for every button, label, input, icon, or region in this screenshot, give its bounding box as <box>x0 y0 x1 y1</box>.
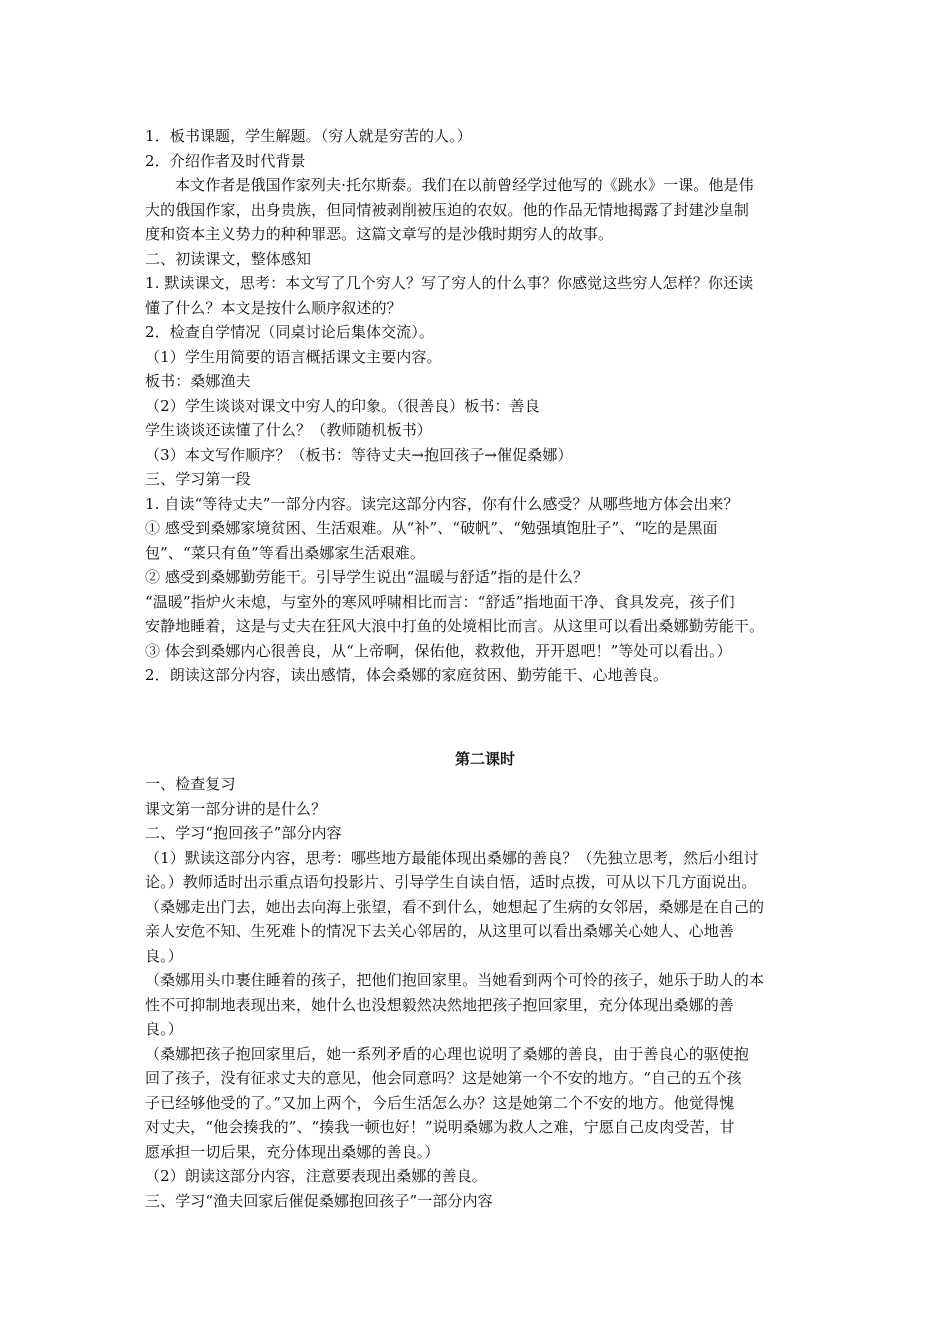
text-line: 良。） <box>145 1020 183 1038</box>
text-line: 度和资本主义势力的种种罪恶。这篇文章写的是沙俄时期穷人的故事。 <box>145 225 614 243</box>
text-line: 1．板书课题，学生解题。（穷人就是穷苦的人。） <box>145 127 472 145</box>
text-line: （3）本文写作顺序？（板书：等待丈夫→抱回孩子→催促桑娜） <box>145 445 573 464</box>
text-line: 2．介绍作者及时代背景 <box>145 151 306 170</box>
text-line: 愿承担一切后果，充分体现出桑娜的善良。） <box>145 1142 440 1161</box>
text-line: （1）学生用简要的语言概括课文主要内容。 <box>145 347 442 366</box>
text-line: 2．朗读这部分内容，读出感情，体会桑娜的家庭贫困、勤劳能干、心地善良。 <box>145 666 669 684</box>
text-line: 一、检查复习 <box>145 775 236 793</box>
text-line: 三、学习第一段 <box>145 470 251 488</box>
text-line: 1. 默读课文，思考：本文写了几个穷人？写了穷人的什么事？你感觉这些穷人怎样？你还读 <box>145 274 754 292</box>
text-line: 2．检查自学情况（同桌讨论后集体交流）。 <box>145 323 435 341</box>
text-line: ① 感受到桑娜家境贫困、生活艰难。从“补”、“破帆”、“勉强填饱肚子”、“吃的是黑面 <box>145 519 718 537</box>
text-line: （2）朗读这部分内容，注意要表现出桑娜的善良。 <box>145 1167 487 1185</box>
text-line: ③ 体会到桑娜内心很善良，从“上帝啊，保佑他，救救他，开开恩吧！”等处可以看出。） <box>145 641 732 660</box>
text-line: （1）默读这部分内容，思考：哪些地方最能体现出桑娜的善良？（先独立思考，然后小组讨 <box>145 848 759 867</box>
text-line: 包”、“菜只有鱼”等看出桑娜家生活艰难。 <box>145 543 426 562</box>
text-line: 对丈夫，“他会揍我的”、“揍我一顿也好！”说明桑娜为救人之难，宁愿自己皮肉受苦，甘 <box>145 1118 735 1136</box>
text-line: 本文作者是俄国作家列夫·托尔斯泰。我们在以前曾经学过他写的《跳水》一课。他是伟 <box>175 176 754 194</box>
text-line: 论。）教师适时出示重点语句投影片、引导学生自读自悟，适时点拨，可从以下几方面说出。 <box>145 873 757 891</box>
text-line: 大的俄国作家，出身贵族，但同情被剥削被压迫的农奴。他的作品无情地揭露了封建沙皇制 <box>145 200 750 219</box>
lesson2-section <box>145 772 825 1213</box>
text-line: 课文第一部分讲的是什么？ <box>145 799 327 818</box>
text-line: 良。） <box>145 946 183 965</box>
text-line: 性不可抑制地表现出来，她什么也没想毅然决然地把孩子抱回家里，充分体现出桑娜的善 <box>145 995 734 1014</box>
text-line: （2）学生谈谈对课文中穷人的印象。（很善良）板书：善良 <box>145 396 540 415</box>
text-line: 三、学习“渔夫回家后催促桑娜抱回孩子”一部分内容 <box>145 1191 493 1210</box>
text-line: 二、初读课文，整体感知 <box>145 249 312 268</box>
text-line: 亲人安危不知、生死难卜的情况下去关心邻居的，从这里可以看出桑娜关心她人、心地善 <box>145 922 734 940</box>
text-line: 懂了什么？本文是按什么顺序叙述的？ <box>145 298 402 317</box>
text-line: 回了孩子，没有征求丈夫的意见，他会同意吗？这是她第一个不安的地方。“自己的五个孩 <box>145 1069 742 1087</box>
text-line: 学生谈谈还读懂了什么？（教师随机板书） <box>145 421 432 439</box>
text-line: 板书：桑娜渔夫 <box>145 372 251 390</box>
text-line: （桑娜用头巾裹住睡着的孩子，把他们抱回家里。当她看到两个可怜的孩子，她乐于助人的本 <box>145 971 765 989</box>
text-line: 安静地睡着，这是与丈夫在狂风大浪中打鱼的处境相比而言。从这里可以看出桑娜勤劳能干。 <box>145 617 765 635</box>
text-line: 二、学习“抱回孩子”部分内容 <box>145 824 342 842</box>
text-line: （桑娜把孩子抱回家里后，她一系列矛盾的心理也说明了桑娜的善良，由于善良心的驱使抱 <box>145 1044 750 1063</box>
text-line: “温暖”指炉火未熄，与室外的寒风呼啸相比而言：“舒适”指地面干净、食具发亮，孩子们 <box>145 592 735 611</box>
text-line: 1. 自读“等待丈夫”一部分内容。读完这部分内容，你有什么感受？从哪些地方体会出来？ <box>145 494 739 513</box>
text-line: 子已经够他受的了。”又加上两个，今后生活怎么办？这是她第二个不安的地方。他觉得愧 <box>145 1093 735 1112</box>
text-line: ② 感受到桑娜勤劳能干。引导学生说出“温暖与舒适”指的是什么？ <box>145 568 589 586</box>
text-line: （桑娜走出门去，她出去向海上张望，看不到什么，她想起了生病的女邻居，桑娜是在自己的 <box>145 897 765 916</box>
lesson1-section <box>145 124 825 688</box>
lesson-title: 第二课时 <box>454 750 515 768</box>
